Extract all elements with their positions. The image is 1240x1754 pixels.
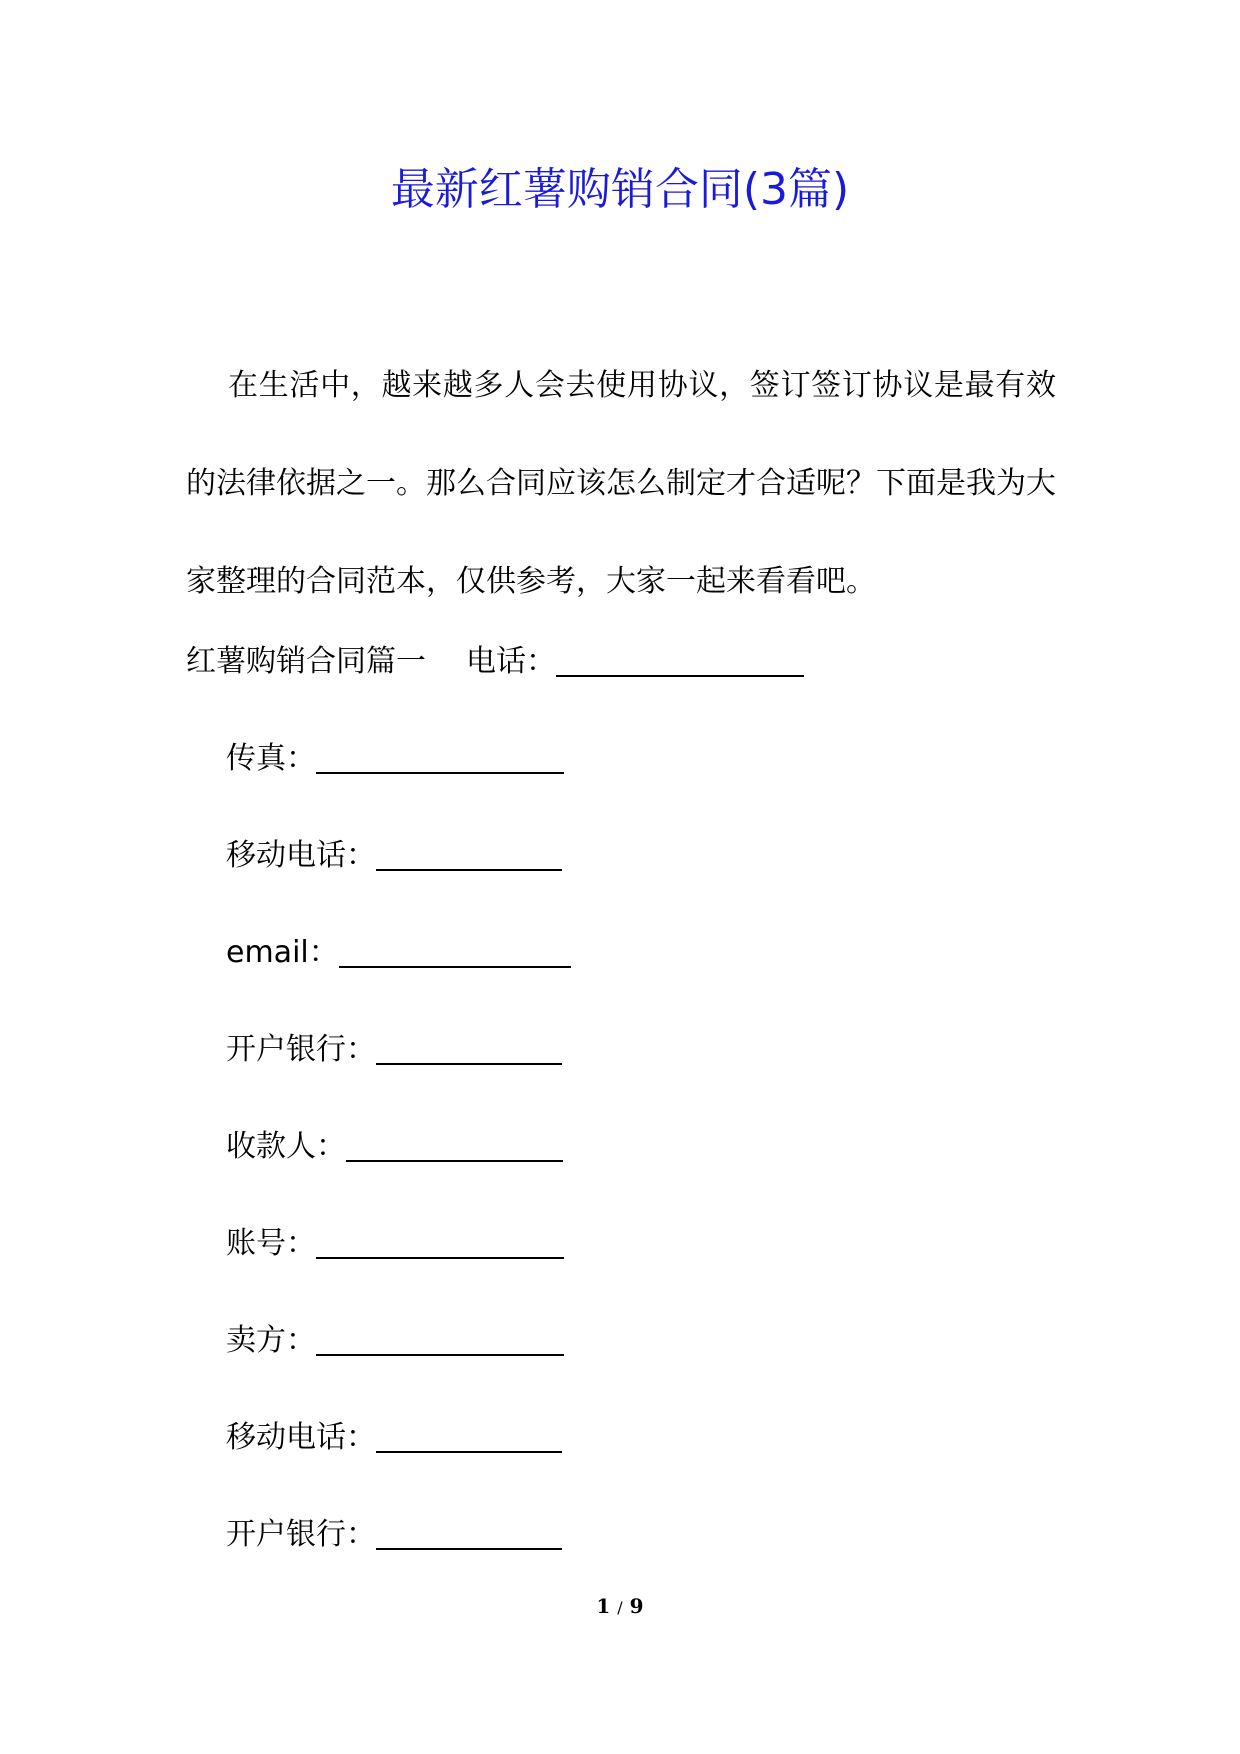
page-separator: /: [617, 1598, 623, 1617]
section-heading-line: [186, 640, 804, 684]
field-blank-bank[interactable]: [376, 1029, 562, 1065]
field-blank-mobile-2[interactable]: [376, 1417, 562, 1453]
field-blank-mobile[interactable]: [376, 835, 562, 871]
field-label-email: email：: [226, 935, 339, 970]
field-label-bank: 开户银行：: [226, 1032, 376, 1067]
field-blank-email[interactable]: [339, 932, 571, 968]
field-row-email: [226, 931, 571, 975]
field-label-account: 账号：: [226, 1226, 316, 1261]
page-number: [0, 1592, 1240, 1622]
field-blank-seller[interactable]: [316, 1320, 564, 1356]
field-row-seller: [226, 1319, 564, 1363]
field-blank-fax[interactable]: [316, 738, 564, 774]
field-blank-bank-2[interactable]: [376, 1514, 562, 1550]
page-total: 9: [629, 1594, 644, 1618]
page-current: 1: [596, 1594, 611, 1618]
field-label-payee: 收款人：: [226, 1129, 346, 1164]
field-label-seller: 卖方：: [226, 1323, 316, 1358]
field-row-payee: [226, 1125, 563, 1169]
field-row-mobile-2: [226, 1416, 562, 1460]
field-row-bank-2: [226, 1513, 562, 1557]
field-row-fax: [226, 737, 564, 781]
field-label-mobile-2: 移动电话：: [226, 1420, 376, 1455]
field-label-fax: 传真：: [226, 741, 316, 776]
field-label-bank-2: 开户银行：: [226, 1517, 376, 1552]
field-row-account: [226, 1222, 564, 1266]
field-blank-account[interactable]: [316, 1223, 564, 1259]
field-blank-phone[interactable]: [556, 641, 804, 677]
field-label-mobile: 移动电话：: [226, 838, 376, 873]
intro-paragraph: 在生活中，越来越多人会去使用协议，签订签订协议是最有效的法律依据之一。那么合同应该怎么制定才合适呢？下面是我为大家整理的合同范本，仅供参考，大家一起来看看吧。: [186, 368, 1056, 599]
field-row-bank: [226, 1028, 562, 1072]
section-title: 红薯购销合同篇一: [186, 644, 426, 679]
field-row-mobile: [226, 834, 562, 878]
field-blank-payee[interactable]: [346, 1126, 563, 1162]
field-label-phone: 电话：: [466, 644, 556, 679]
document-title: 最新红薯购销合同(3篇): [390, 164, 850, 215]
